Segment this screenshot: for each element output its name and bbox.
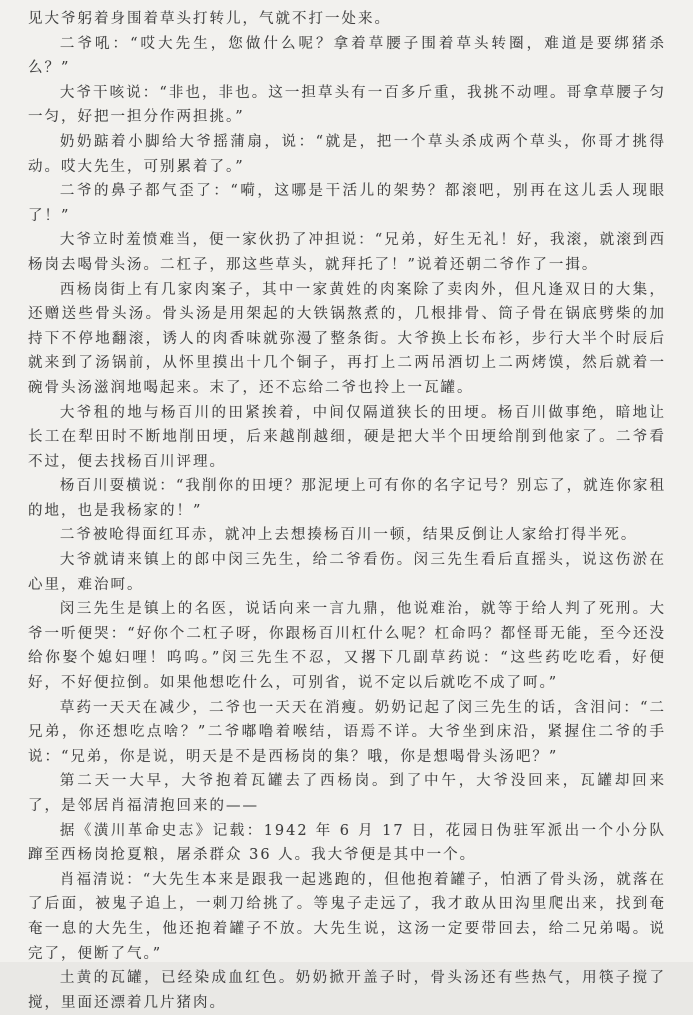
paragraph: 肖福清说：“大先生本来是跟我一起逃跑的，但他抱着罐子，怕洒了骨头汤，就落在了后面，被鬼子追上，一刺刀给挑了。等鬼子走远了，我才敢从田沟里爬出来，找到奄奄一息的大先生，他还抱着罐子不放。大先生说，这汤一定要带回去，给二兄弟喝。说完了，便断了气。” [28,871,666,962]
paragraph: 二爷吼：“哎大先生，您做什么呢？拿着草腰子围着草头转圈，难道是要绑猪杀么？” [28,35,666,77]
paragraph: 大爷租的地与杨百川的田紧挨着，中间仅隔道狭长的田埂。杨百川做事绝，暗地让长工在犁田时不断地削田埂，后来越削越细，硬是把大半个田埂给削到他家了。二爷看不过，便去找杨百川评理。 [28,404,666,470]
paragraph: 大爷立时羞愤难当，便一家伙扔了冲担说：“兄弟，好生无礼！好，我滚，就滚到西杨岗去喝骨头汤。二杠子，那这些草头，就拜托了！”说着还朝二爷作了一揖。 [28,232,666,273]
paragraph: 大爷干咳说：“非也，非也。这一担草头有一百多斤重，我挑不动哩。哥拿草腰子匀一匀，好把一担分作两担挑。” [28,84,666,126]
paragraph: 奶奶踮着小脚给大爷摇蒲扇，说：“就是，把一个草头杀成两个草头，你哥才挑得动。哎大先生，可别累着了。” [28,133,666,175]
paragraph: 草药一天天在减少，二爷也一天天在消瘦。奶奶记起了闵三先生的话，含泪问：“二兄弟，你还想吃点啥？”二爷嘟噜着喉结，语焉不详。大爷坐到床沿，紧握住二爷的手说：“兄弟，你是说，明天是不是西杨岗的集？哦，你是想喝骨头汤吧？” [28,699,666,765]
text-body [28,7,666,1015]
paragraph: 闵三先生是镇上的名医，说话向来一言九鼎，他说难治，就等于给人判了死刑。大爷一听便哭：“好你个二杠子呀，你跟杨百川杠什么呢？杠命吗？都怪哥无能，至今还没给你娶个媳妇哩！呜呜。”闵三先生不忍，又撂下几副草药说：“这些药吃吃看，好便好，不好便拉倒。如果他想吃什么，可别省，说不定以后就吃不成了呵。” [28,601,666,692]
paragraph: 杨百川耍横说：“我削你的田埂？那泥埂上可有你的名字记号？别忘了，就连你家租的地，也是我杨家的！” [28,478,666,519]
paragraph: 大爷就请来镇上的郎中闵三先生，给二爷看伤。闵三先生看后直摇头，说这伤淤在心里，难治呵。 [28,552,666,593]
paragraph: 土黄的瓦罐，已经染成血红色。奶奶掀开盖子时，骨头汤还有些热气，用筷子搅了搅，里面还漂着几片猪肉。 [28,970,666,1011]
paragraph: 西杨岗街上有几家肉案子，其中一家黄姓的肉案除了卖肉外，但凡逢双日的大集，还赠送些骨头汤。骨头汤是用架起的大铁锅熬煮的，几根排骨、筒子骨在锅底劈柴的加持下不停地翻滚，诱人的肉香味就弥漫了整条街。大爷换上长布衫，步行大半个时辰后就来到了汤锅前，从怀里摸出十几个铜子，再打上二两吊酒切上二两烤馍，然后就着一碗骨头汤滋润地喝起来。末了，还不忘给二爷也拎上一瓦罐。 [28,281,666,396]
paragraph: 见大爷躬着身围着草头打转儿，气就不打一处来。 [28,11,391,27]
paragraph: 二爷的鼻子都气歪了：“嗬，这哪是干活儿的架势？都滚吧，别再在这儿丢人现眼了！” [28,183,666,224]
paragraph: 二爷被呛得面红耳赤，就冲上去想揍杨百川一顿，结果反倒让人家给打得半死。 [59,527,638,544]
paragraph: 据《潢川革命史志》记载：1942 年 6 月 17 日，花园日伪驻军派出一个小分队蹿至西杨岗抢夏粮，屠杀群众 36 人。我大爷便是其中一个。 [28,822,666,864]
paragraph: 第二天一大早，大爷抱着瓦罐去了西杨岗。到了中午，大爷没回来，瓦罐却回来了，是邻居肖福清抱回来的—— [28,773,666,814]
